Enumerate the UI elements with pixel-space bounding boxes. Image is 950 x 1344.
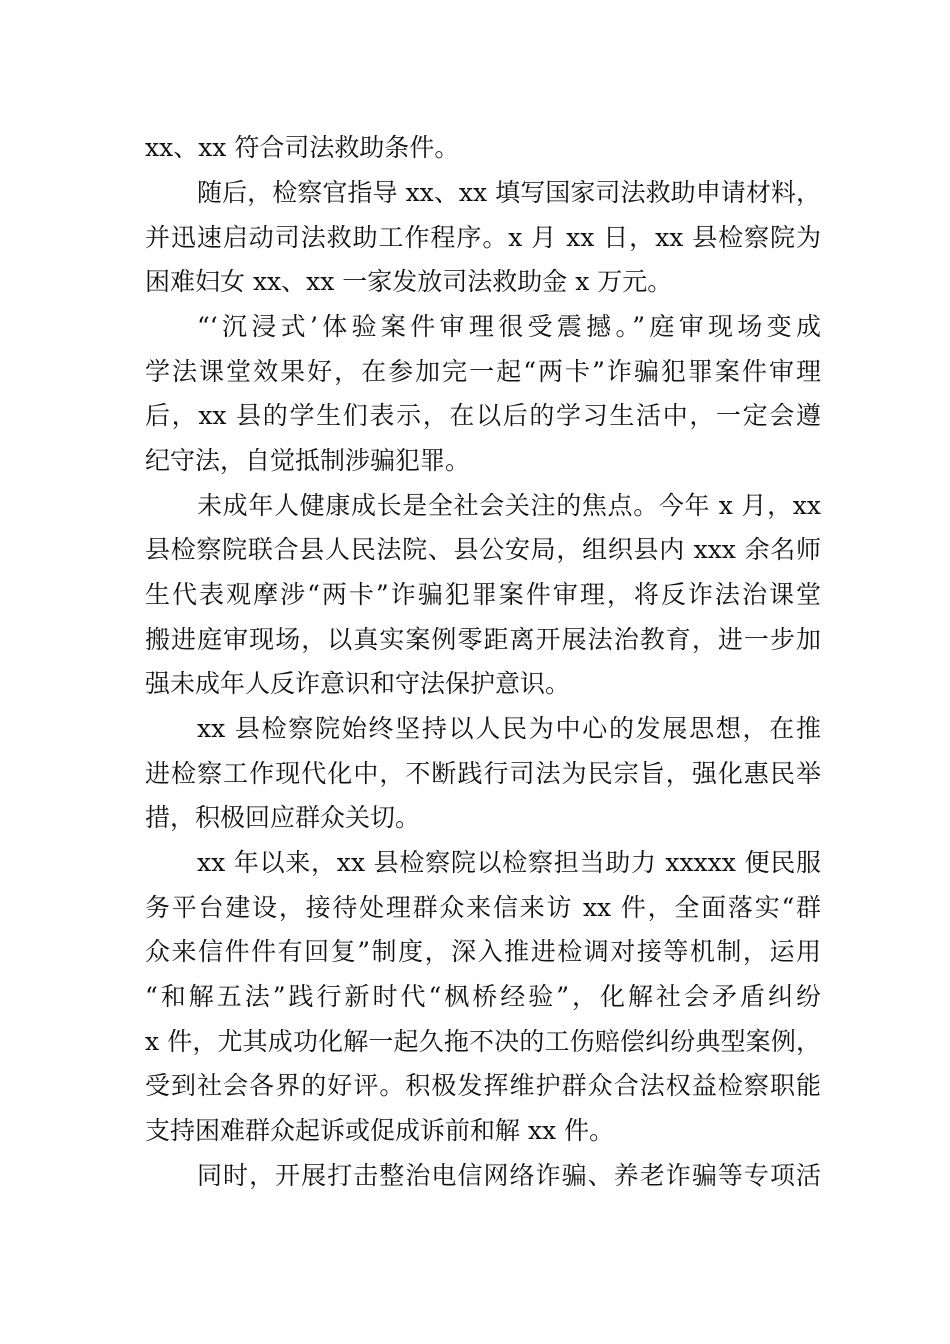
paragraph-6-line-4: “和解五法”践行新时代“枫桥经验”，化解社会矛盾纠纷 [145,982,821,1011]
paragraph-6-line-2: 务平台建设，接待处理群众来信来访 xx 件，全面落实“群 [145,893,821,922]
paragraph-5-line-2: 进检察工作现代化中，不断践行司法为民宗旨，强化惠民举 [145,759,821,788]
paragraph-6-line-5: x 件，尤其成功化解一起久拖不决的工伤赔偿纠纷典型案例， [145,1027,821,1056]
paragraph-5-line-3: 措，积极回应群众关切。 [145,803,421,832]
paragraph-4-line-1: 未成年人健康成长是全社会关注的焦点。今年 x 月，xx [197,491,821,520]
paragraph-6-line-1: xx 年以来，xx 县检察院以检察担当助力 xxxxx 便民服 [197,848,821,877]
paragraph-2-line-1: 随后，检察官指导 xx、xx 填写国家司法救助申请材料， [197,178,821,207]
paragraph-4-line-3: 生代表观摩涉“两卡”诈骗犯罪案件审理，将反诈法治课堂 [145,580,821,609]
paragraph-3-line-1: “‘沉浸式’体验案件审理很受震撼。”庭审现场变成 [197,312,821,341]
paragraph-1-line-1: xx、xx 符合司法救助条件。 [145,133,460,162]
paragraph-3-line-2: 学法课堂效果好，在参加完一起“两卡”诈骗犯罪案件审理 [145,357,821,386]
paragraph-2-line-3: 困难妇女 xx、xx 一家发放司法救助金 x 万元。 [145,267,673,296]
paragraph-3-line-3: 后，xx 县的学生们表示，在以后的学习生活中，一定会遵 [145,401,821,430]
paragraph-3-line-4: 纪守法，自觉抵制涉骗犯罪。 [145,446,471,475]
paragraph-4-line-4: 搬进庭审现场，以真实案例零距离开展法治教育，进一步加 [145,625,821,654]
paragraph-7-line-1: 同时，开展打击整治电信网络诈骗、养老诈骗等专项活 [197,1161,821,1190]
paragraph-5-line-1: xx 县检察院始终坚持以人民为中心的发展思想，在推 [197,714,821,743]
paragraph-6-line-3: 众来信件件有回复”制度，深入推进检调对接等机制，运用 [145,937,821,966]
paragraph-6-line-7: 支持困难群众起诉或促成诉前和解 xx 件。 [145,1116,615,1145]
paragraph-4-line-2: 县检察院联合县人民法院、县公安局，组织县内 xxx 余名师 [145,535,821,564]
paragraph-2-line-2: 并迅速启动司法救助工作程序。x 月 xx 日，xx 县检察院为 [145,223,821,252]
paragraph-4-line-5: 强未成年人反诈意识和守法保护意识。 [145,669,571,698]
paragraph-6-line-6: 受到社会各界的好评。积极发挥维护群众合法权益检察职能 [145,1071,821,1100]
